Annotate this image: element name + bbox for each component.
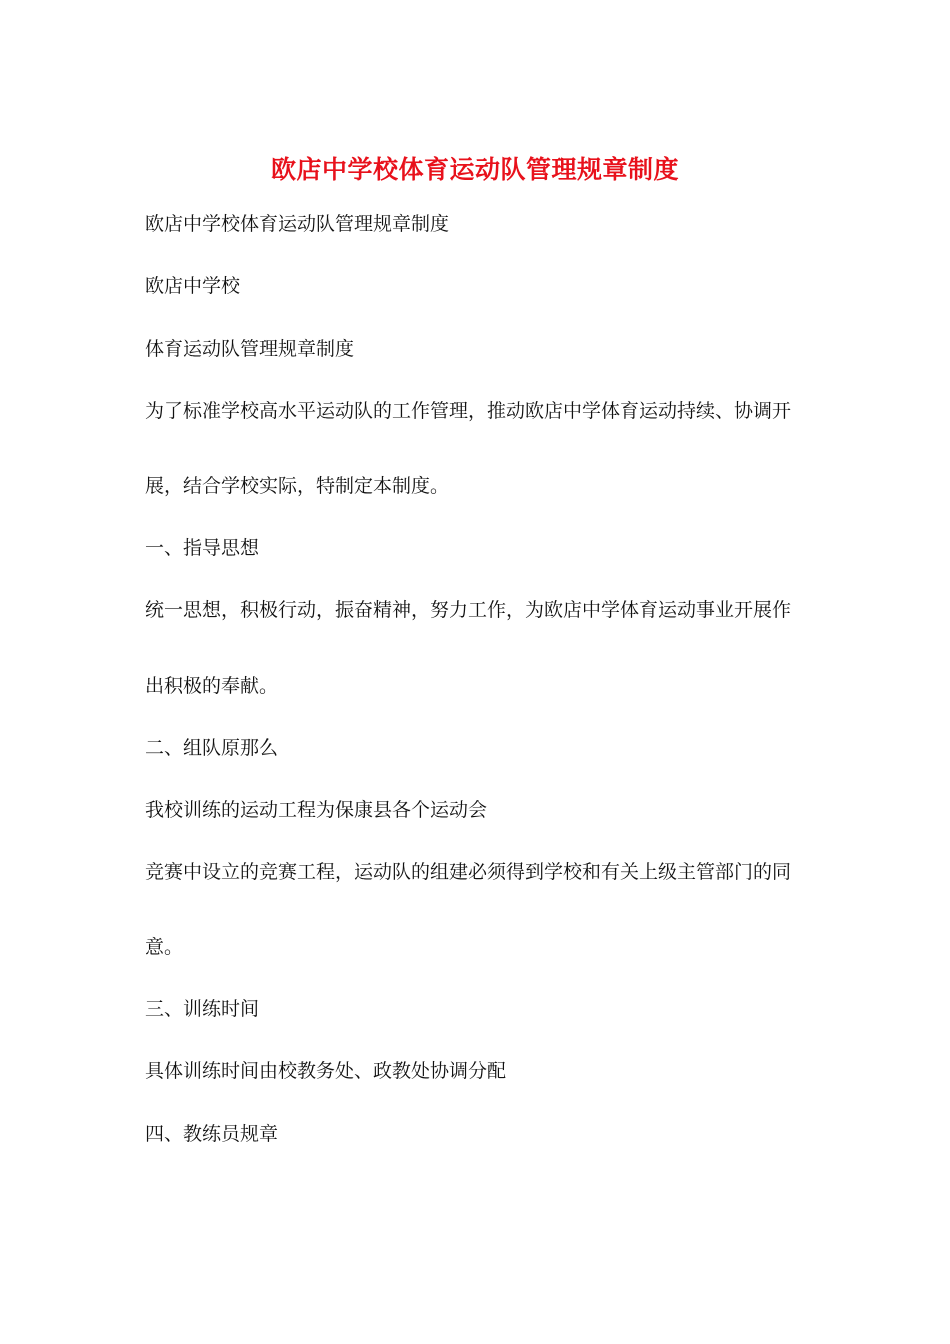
body-line-section2-1: 我校训练的运动工程为保康县各个运动会 bbox=[145, 799, 488, 821]
body-line-regulation-name: 体育运动队管理规章制度 bbox=[145, 338, 355, 360]
body-line-section3-1: 具体训练时间由校教务处、政教处协调分配 bbox=[145, 1060, 507, 1082]
body-line-section2-3: 意。 bbox=[145, 936, 184, 958]
body-line-section1-2: 出积极的奉献。 bbox=[145, 675, 279, 697]
section-heading-4: 四、教练员规章 bbox=[145, 1123, 279, 1145]
body-line-section2-2: 竞赛中设立的竞赛工程，运动队的组建必须得到学校和有关上级主管部门的同 bbox=[145, 861, 792, 883]
section-heading-2: 二、组队原那么 bbox=[145, 737, 279, 759]
body-line-intro-2: 展，结合学校实际，特制定本制度。 bbox=[145, 475, 450, 497]
section-heading-3: 三、训练时间 bbox=[145, 998, 260, 1020]
document-title: 欧店中学校体育运动队管理规章制度 bbox=[270, 155, 679, 184]
body-line-intro-1: 为了标准学校高水平运动队的工作管理，推动欧店中学体育运动持续、协调开 bbox=[145, 400, 792, 422]
body-line-school: 欧店中学校 bbox=[145, 275, 241, 297]
body-line-subtitle: 欧店中学校体育运动队管理规章制度 bbox=[145, 213, 450, 235]
body-line-section1-1: 统一思想，积极行动，振奋精神，努力工作，为欧店中学体育运动事业开展作 bbox=[145, 599, 792, 621]
section-heading-1: 一、指导思想 bbox=[145, 537, 260, 559]
